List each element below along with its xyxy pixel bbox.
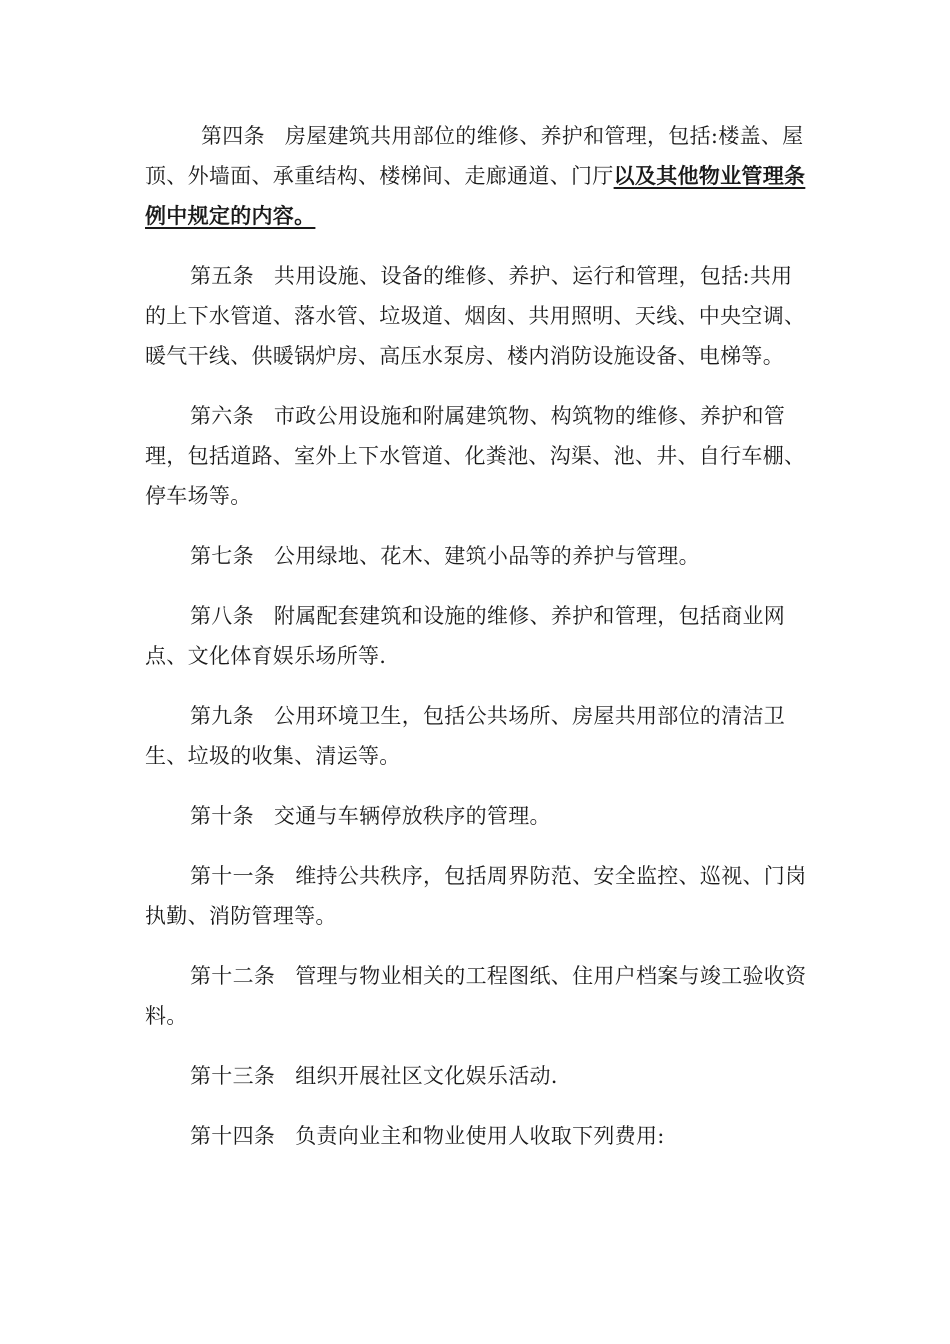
article-text: 交通与车辆停放秩序的管理。 [273,804,551,828]
article-number: 第十条 [190,804,254,828]
article-emphasis-underlined: 以及其他物业管理条例中规定的内容。 [145,163,806,228]
article-number: 第七条 [190,544,254,568]
article-text: 市政公用设施和附属建筑物、构筑物的维修、养护和管理，包括道路、室外上下水管道、化粪池、沟渠、池、井、自行车棚、停车场等。 [145,404,806,508]
article-text: 附属配套建筑和设施的维修、养护和管理，包括商业网点、文化体育娱乐场所等. [145,604,786,668]
article-9 [145,696,807,776]
article-6 [145,396,807,516]
article-text: 房屋建筑共用部位的维修、养护和管理，包括:楼盖、屋顶、外墙面、承重结构、楼梯间、走廊通道、门厅 [145,124,804,188]
article-12 [145,956,807,1036]
article-8 [145,596,807,676]
article-7 [145,536,807,576]
article-5 [145,256,807,376]
article-14 [145,1116,807,1156]
article-number: 第六条 [190,404,254,428]
article-text: 负责向业主和物业使用人收取下列费用: [295,1124,665,1148]
article-number: 第四条 [201,124,265,148]
article-number: 第五条 [190,264,254,288]
article-text: 公用绿地、花木、建筑小品等的养护与管理。 [273,544,700,568]
article-11 [145,856,807,936]
article-number: 第十二条 [190,964,276,988]
article-number: 第八条 [190,604,254,628]
article-10 [145,796,807,836]
article-text: 管理与物业相关的工程图纸、住用户档案与竣工验收资料。 [145,964,807,1028]
article-number: 第九条 [190,704,254,728]
article-13 [145,1056,807,1096]
document-body [145,116,807,1176]
article-text: 公用环境卫生，包括公共场所、房屋共用部位的清洁卫生、垃圾的收集、清运等。 [145,704,786,768]
article-text: 共用设施、设备的维修、养护、运行和管理，包括:共用的上下水管道、落水管、垃圾道、烟囱、共用照明、天线、中央空调、暖气干线、供暖锅炉房、高压水泵房、楼内消防设施设备、电梯等。 [145,264,806,368]
article-number: 第十三条 [190,1064,276,1088]
article-4 [145,116,807,236]
article-text: 组织开展社区文化娱乐活动. [295,1064,558,1088]
article-number: 第十一条 [190,864,276,888]
article-text: 维持公共秩序，包括周界防范、安全监控、巡视、门岗执勤、消防管理等。 [145,864,807,928]
article-number: 第十四条 [190,1124,276,1148]
